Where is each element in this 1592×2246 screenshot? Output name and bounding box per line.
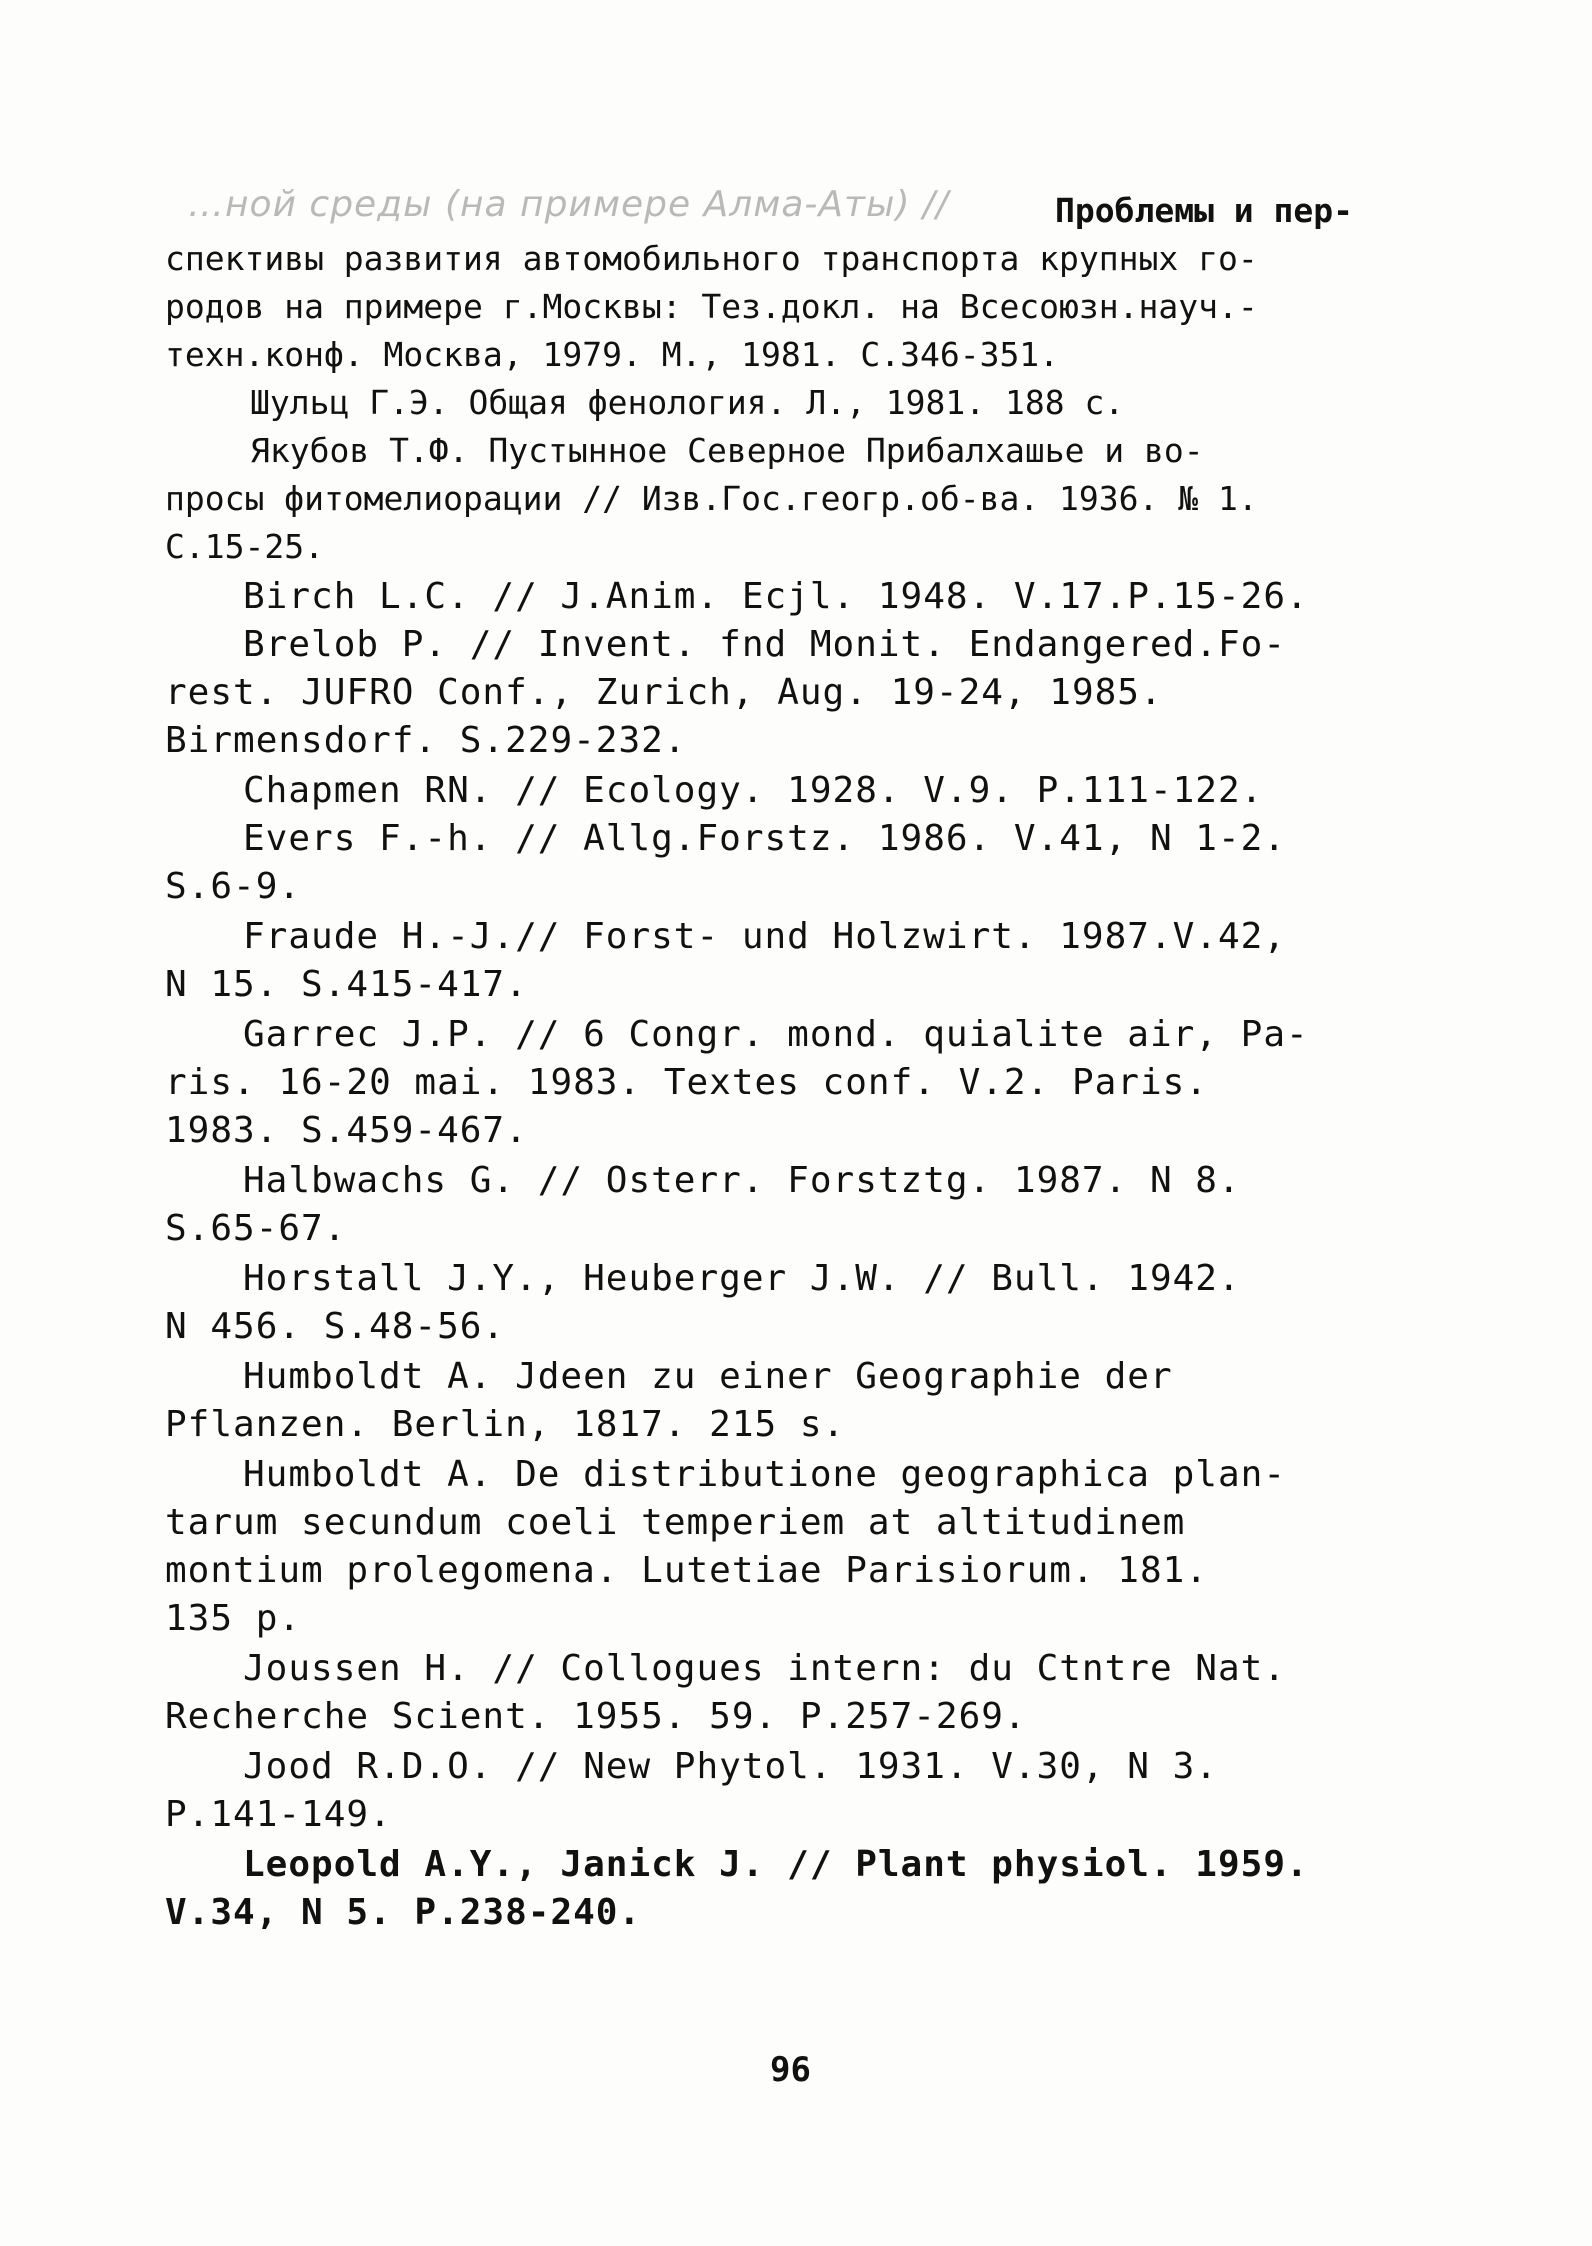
reference-line-l14a: Joussen H. // Collogues intern: du Ctntre Nat. xyxy=(243,1648,1286,1689)
reference-line-l4: Birch L.C. // J.Anim. Ecjl. 1948. V.17.P.15-26. xyxy=(243,576,1309,617)
reference-line-l16a: Leopold A.Y., Janick J. // Plant physiol. 1959. xyxy=(243,1844,1309,1885)
reference-line-l5c: Birmensdorf. S.229-232. xyxy=(165,720,687,761)
reference-line-l9a: Garrec J.P. // 6 Congr. mond. quialite air, Pa- xyxy=(243,1014,1309,1055)
reference-line-l9c: 1983. S.459-467. xyxy=(165,1110,528,1151)
reference-line-l10b: S.65-67. xyxy=(165,1208,347,1249)
reference-line-l1d: техн.конф. Москва, 1979. М., 1981. С.346-351. xyxy=(165,335,1060,374)
reference-line-l1b: спективы развития автомобильного транспорта крупных го- xyxy=(165,239,1258,278)
reference-line-l13b: tarum secundum coeli temperiem at altitudinem xyxy=(165,1502,1186,1543)
reference-line-l8a: Fraude H.-J.// Forst- und Holzwirt. 1987.V.42, xyxy=(243,916,1286,957)
reference-line-l3b: просы фитомелиорации // Изв.Гос.геогр.об-ва. 1936. № 1. xyxy=(165,479,1258,518)
faded-heading: …ной среды (на примере Алма-Аты) // xyxy=(188,184,950,225)
reference-line-l16b: V.34, N 5. P.238-240. xyxy=(165,1892,642,1933)
reference-line-l7b: S.6-9. xyxy=(165,866,302,907)
reference-line-l6: Chapmen RN. // Ecology. 1928. V.9. P.111-122. xyxy=(243,770,1264,811)
reference-line-l1a: Проблемы и пер- xyxy=(1055,191,1354,230)
reference-line-l8b: N 15. S.415-417. xyxy=(165,964,528,1005)
reference-line-l14b: Recherche Scient. 1955. 59. P.257-269. xyxy=(165,1696,1027,1737)
reference-line-l15a: Jood R.D.O. // New Phytol. 1931. V.30, N 3. xyxy=(243,1746,1218,1787)
reference-line-l5b: rest. JUFRO Conf., Zurich, Aug. 19-24, 1985. xyxy=(165,672,1163,713)
reference-line-l1c: родов на примере г.Москвы: Тез.докл. на Всесоюзн.науч.- xyxy=(165,287,1258,326)
reference-line-l10a: Halbwachs G. // Osterr. Forstztg. 1987. N 8. xyxy=(243,1160,1241,1201)
reference-line-l9b: ris. 16-20 mai. 1983. Textes conf. V.2. Paris. xyxy=(165,1062,1208,1103)
page-number: 96 xyxy=(770,2050,811,2090)
reference-line-l12b: Pflanzen. Berlin, 1817. 215 s. xyxy=(165,1404,846,1445)
reference-line-l7a: Evers F.-h. // Allg.Forstz. 1986. V.41, N 1-2. xyxy=(243,818,1286,859)
reference-line-l11b: N 456. S.48-56. xyxy=(165,1306,506,1347)
reference-line-l15b: P.141-149. xyxy=(165,1794,392,1835)
reference-line-l13a: Humboldt A. De distributione geographica plan- xyxy=(243,1454,1286,1495)
reference-line-l2: Шульц Г.Э. Общая фенология. Л., 1981. 188 с. xyxy=(250,383,1125,422)
reference-line-l3a: Якубов Т.Ф. Пустынное Северное Прибалхашье и во- xyxy=(250,431,1204,470)
reference-line-l13c: montium prolegomena. Lutetiae Parisiorum. 181. xyxy=(165,1550,1208,1591)
reference-line-l12a: Humboldt A. Jdeen zu einer Geographie der xyxy=(243,1356,1173,1397)
reference-line-l13d: 135 p. xyxy=(165,1598,302,1639)
reference-line-l3c: С.15-25. xyxy=(165,527,324,566)
reference-line-l5a: Brelob P. // Invent. fnd Monit. Endangered.Fo- xyxy=(243,624,1286,665)
reference-line-l11a: Horstall J.Y., Heuberger J.W. // Bull. 1942. xyxy=(243,1258,1241,1299)
